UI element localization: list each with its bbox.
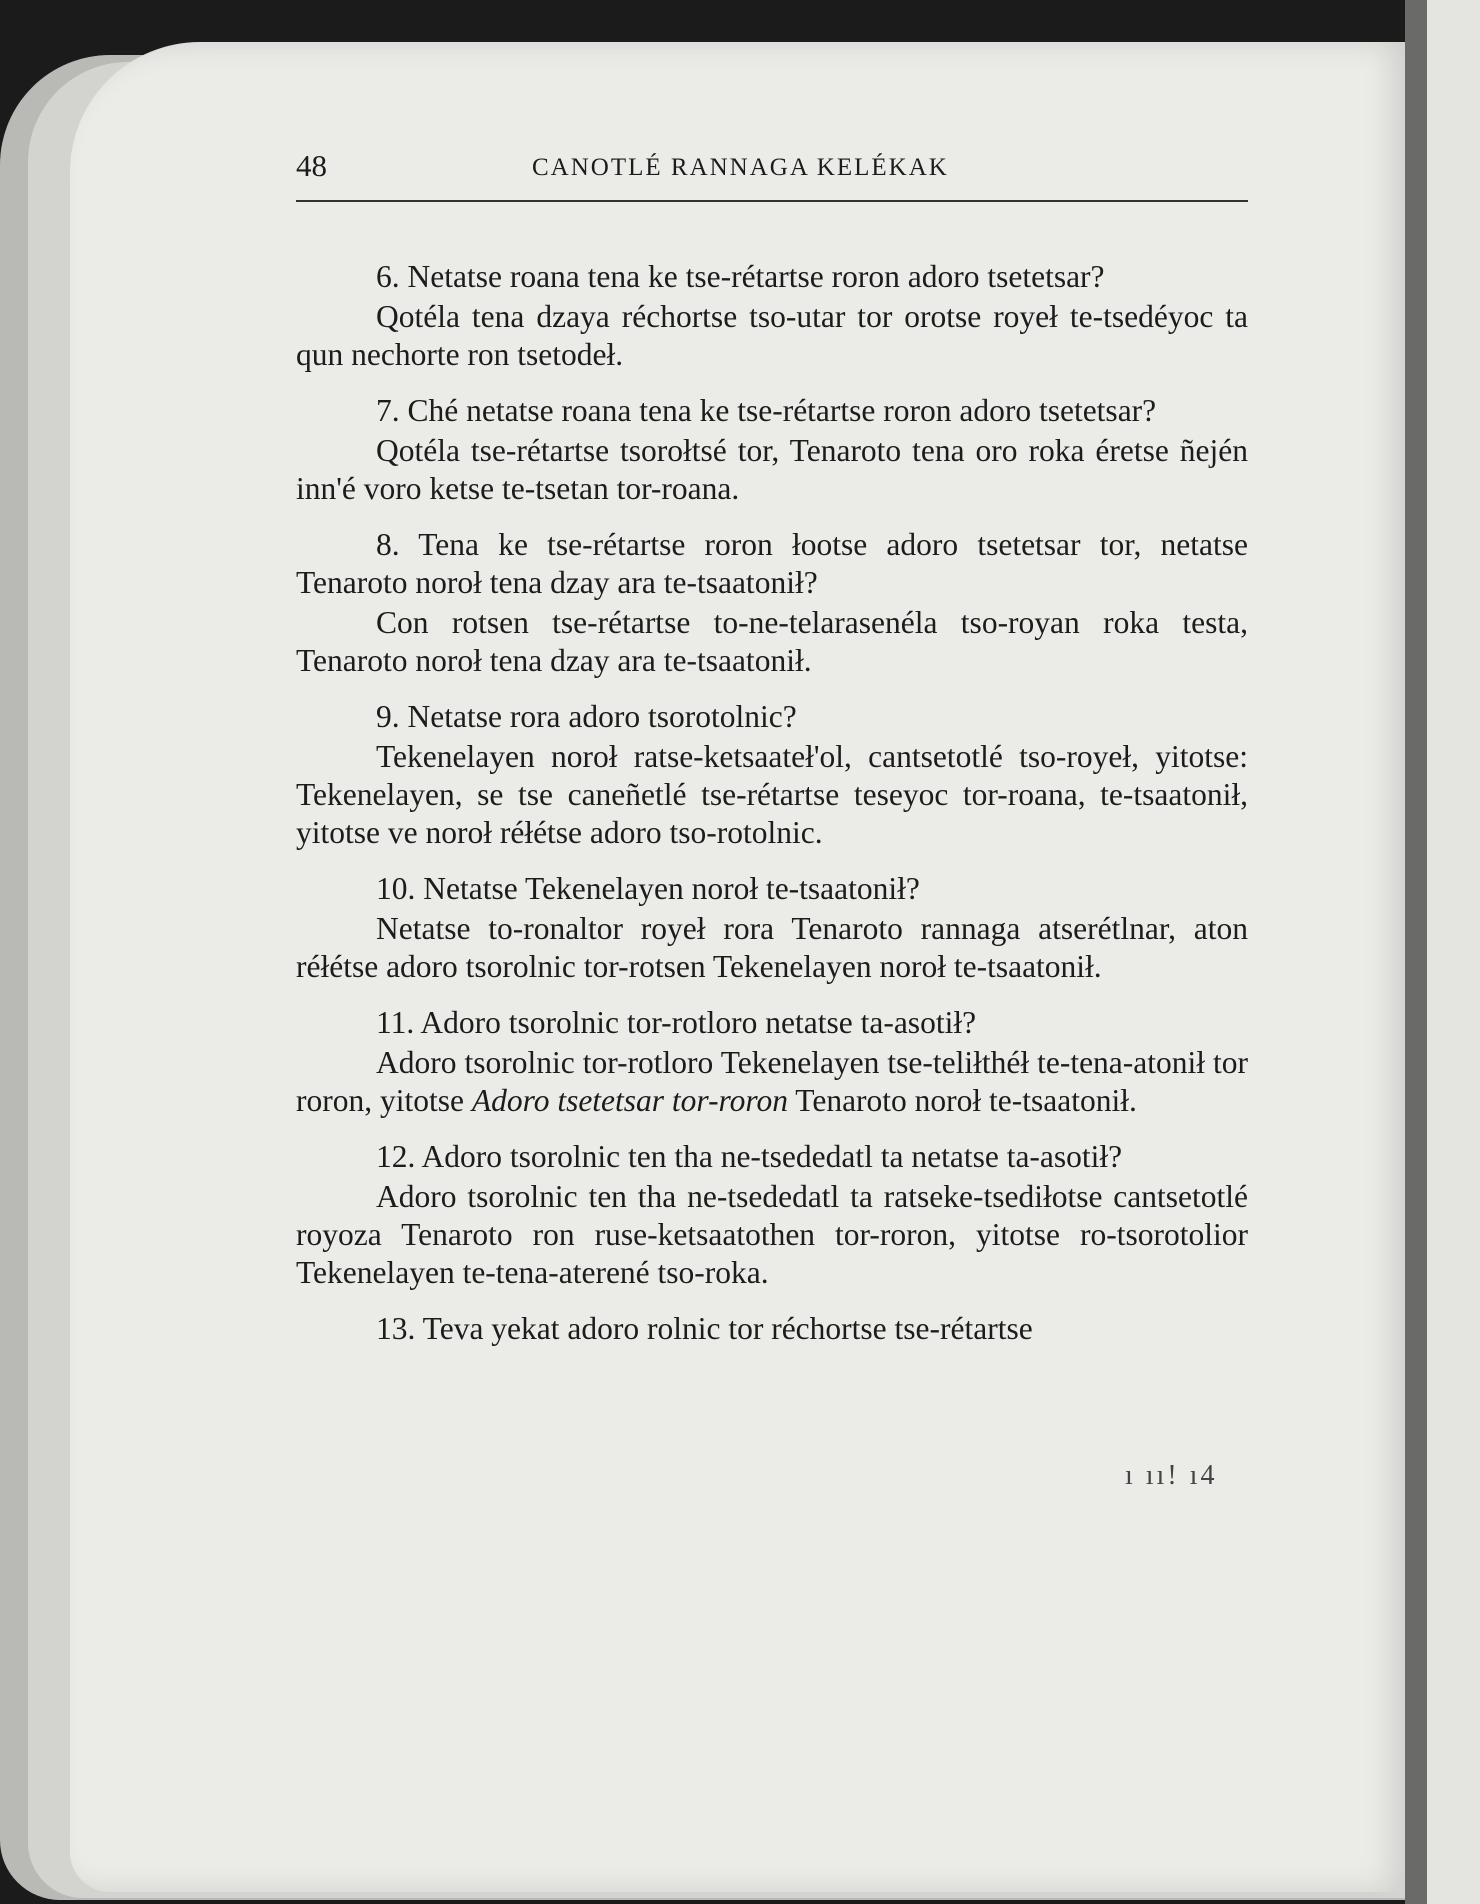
question-9: 9. Netatse rora adoro tsorotolnic?	[376, 699, 797, 734]
book-gutter	[1405, 0, 1427, 1904]
answer-9: Tekenelayen noroł ratse-ketsaateł'ol, cantsetotlé tso-royeł, yitotse: Tekenelayen, se tse caneñetlé tse-rétartse teseyoc tor-roana, te-tsaatonił, yitotse ve noroł réłétse adoro tso-rotolnic.	[296, 739, 1248, 850]
margin-stamp: ı ıı! ı4	[1125, 1460, 1218, 1491]
facing-page-edge	[1427, 0, 1480, 1904]
question-6: 6. Netatse roana tena ke tse-rétartse roron adoro tsetetsar?	[376, 259, 1105, 294]
page-number: 48	[296, 148, 327, 183]
question-8: 8. Tena ke tse-rétartse roron łootse adoro tsetetsar tor, netatse Tenaroto noroł tena dzay ara te-tsaatonił?	[296, 527, 1248, 600]
question-11: 11. Adoro tsorolnic tor-rotloro netatse ta-asotił?	[376, 1005, 977, 1040]
question-7: 7. Ché netatse roana tena ke tse-rétartse roron adoro tsetetsar?	[376, 393, 1157, 428]
answer-7: Qotéla tse-rétartse tsorołtsé tor, Tenaroto tena oro roka éretse ñején inn'é voro ketse te-tsetan tor-roana.	[296, 433, 1248, 506]
answer-12: Adoro tsorolnic ten tha ne-tsededatl ta ratseke-tsediłotse cantsetotlé royoza Tenaroto ron ruse-ketsaatothen tor-roron, yitotse ro-tsorotolior Tekenelayen te-tena-aterené tso-roka.	[296, 1179, 1248, 1290]
answer-6: Qotéla tena dzaya réchortse tso-utar tor orotse royeł te-tsedéyoc ta qun nechorte ron tsetodeł.	[296, 299, 1248, 372]
answer-11-start: Adoro tsorolnic tor-rotloro Tekenelayen tse-teliłthéł te-tena-atonił tor roron, yitotse	[296, 1045, 1248, 1118]
question-10: 10. Netatse Tekenelayen noroł te-tsaatonił?	[376, 871, 920, 906]
running-head	[296, 148, 1248, 202]
page-title: CANOTLÉ RANNAGA KELÉKAK	[532, 154, 949, 181]
page-body	[296, 258, 1248, 1348]
answer-11-italic: Adoro tsetetsar tor-roron	[471, 1083, 788, 1118]
answer-11	[296, 1044, 1248, 1120]
question-12: 12. Adoro tsorolnic ten tha ne-tsededatl ta netatse ta-asotił?	[376, 1139, 1123, 1174]
answer-10: Netatse to-ronaltor royeł rora Tenaroto rannaga atserétlnar, aton réłétse adoro tsorolnic tor-rotsen Tekenelayen noroł te-tsaatonił.	[296, 911, 1248, 984]
answer-8: Con rotsen tse-rétartse to-ne-telarasenéla tso-royan roka testa, Tenaroto noroł tena dzay ara te-tsaatonił.	[296, 605, 1248, 678]
answer-11-end: Tenaroto noroł te-tsaatonił.	[787, 1083, 1137, 1118]
question-13: 13. Teva yekat adoro rolnic tor réchortse tse-rétartse	[376, 1311, 1033, 1346]
